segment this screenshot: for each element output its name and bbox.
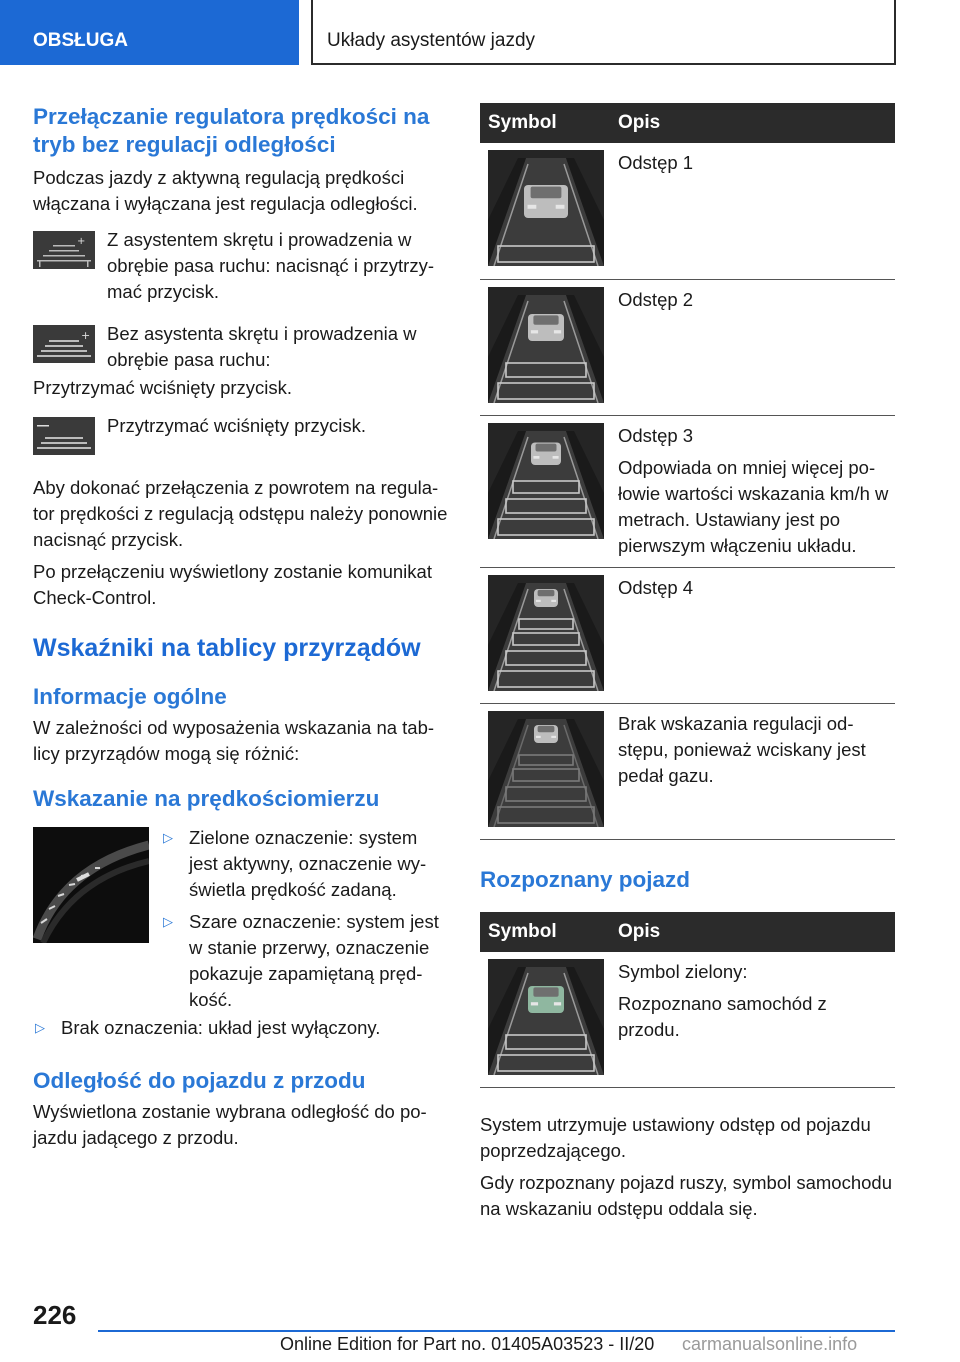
col-symbol: Symbol <box>480 103 610 143</box>
table-row: Odstęp 1 <box>480 143 895 279</box>
detected-symbol-table <box>480 912 895 1089</box>
icon-row-1-text: Z asystentem skrętu i prowadzenia w obrębie pasa ruchu: nacisnąć i przytrzymać przycisk. <box>107 229 434 302</box>
icon-row-1 <box>33 227 448 305</box>
page-number: 226 <box>33 1300 77 1330</box>
col-desc: Opis <box>610 103 895 143</box>
para-hold-1: Przytrzymać wciśnięty przycisk. <box>33 377 293 398</box>
chapter-tab[interactable]: Układy asystentów jazdy <box>311 0 896 65</box>
footer-rule <box>98 1330 895 1332</box>
distance-symbol-table <box>480 103 895 840</box>
para-distance: Wyświetlona zostanie wybrana odległość do pojazdu jadącego z przodu. <box>33 1101 427 1148</box>
para-switch: Podczas jazdy z aktywną regulacją prędkości włączana i wyłączana jest regulacja odległości. <box>33 167 418 214</box>
col-symbol: Symbol <box>480 912 610 952</box>
table-row: Brak wskazania regulacji odstępu, ponieważ wciskany jest pedał gazu. <box>480 703 895 839</box>
speedometer-image <box>33 827 149 943</box>
heading-speedometer: Wskazanie na prędkościomierzu <box>33 786 380 811</box>
distance-off-button-icon <box>33 417 95 455</box>
distance-1-icon <box>488 150 604 266</box>
list-item: ▷ Szare oznaczenie: system jest w stanie przerwy, oznaczenie pokazuje zapamiętaną prędkość. <box>163 911 439 1010</box>
page-header <box>0 0 960 66</box>
para-vehicle-moves: Gdy rozpoznany pojazd ruszy, symbol samochodu na wskazaniu odstępu oddala się. <box>480 1172 892 1219</box>
section-tab[interactable]: OBSŁUGA <box>0 0 299 65</box>
col-desc: Opis <box>610 912 895 952</box>
table-row: Odstęp 2 <box>480 279 895 415</box>
para-keep-distance: System utrzymuje ustawiony odstęp od pojazdu poprzedzającego. <box>480 1114 871 1161</box>
distance-none-icon <box>488 711 604 827</box>
triangle-icon: ▷ <box>163 830 173 845</box>
icon-row-2-text: Bez asystenta skrętu i prowadzenia w obrębie pasa ruchu: <box>107 323 417 370</box>
left-column <box>33 103 448 1151</box>
svg-text:+: + <box>81 329 91 342</box>
triangle-icon: ▷ <box>163 914 173 929</box>
table-row: Symbol zielony: Rozpoznano samochód z przodu. <box>480 952 895 1088</box>
list-item: ▷ Zielone oznaczenie: system jest aktywny, oznaczenie wyświetla prędkość zadaną. <box>163 827 427 900</box>
icon-row-2 <box>33 321 448 373</box>
icon-row-3 <box>33 413 448 465</box>
heading-switch: Przełączanie regulatora prędkości na tryb bez regulacji odległości <box>33 104 430 157</box>
detected-vehicle-icon <box>488 959 604 1075</box>
distance-4-icon <box>488 575 604 691</box>
off-list <box>33 1015 448 1041</box>
icon-row-3-text: Przytrzymać wciśnięty przycisk. <box>107 415 367 436</box>
heading-detected-vehicle: Rozpoznany pojazd <box>480 866 690 892</box>
list-item: ▷ Brak oznaczenia: układ jest wyłączony. <box>33 1015 448 1041</box>
table-row: Odstęp 4 <box>480 567 895 703</box>
heading-distance: Odległość do pojazdu z przodu <box>33 1068 366 1093</box>
para-switch-back: Aby dokonać przełączenia z powrotem na regulator prędkości z regulacją odstępu należy ponownie nacisnąć przycisk. <box>33 477 448 550</box>
acc-lane-button-icon <box>33 231 95 269</box>
heading-indicators: Wskaźniki na tablicy przyrządów <box>33 634 421 662</box>
heading-general: Informacje ogólne <box>33 684 227 709</box>
distance-2-icon <box>488 287 604 403</box>
edition-text: Online Edition for Part no. 01405A03523 - II/20 <box>280 1334 655 1354</box>
watermark-text: carmanualsonline.info <box>682 1334 858 1354</box>
table-row: Odstęp 3 Odpowiada on mniej więcej połowie wartości wskazania km/h w metrach. Ustawiany jest po pierwszym włączeniu układu. <box>480 415 895 567</box>
right-column <box>480 103 895 1222</box>
svg-text:+: + <box>77 236 86 247</box>
distance-3-icon <box>488 423 604 539</box>
acc-button-icon <box>33 325 95 363</box>
speedometer-block <box>33 825 448 1015</box>
triangle-icon: ▷ <box>35 1020 45 1035</box>
para-general: W zależności od wyposażenia wskazania na tablicy przyrządów mogą się różnić: <box>33 717 435 764</box>
para-check-control: Po przełączeniu wyświetlony zostanie komunikat Check-Control. <box>33 561 432 608</box>
